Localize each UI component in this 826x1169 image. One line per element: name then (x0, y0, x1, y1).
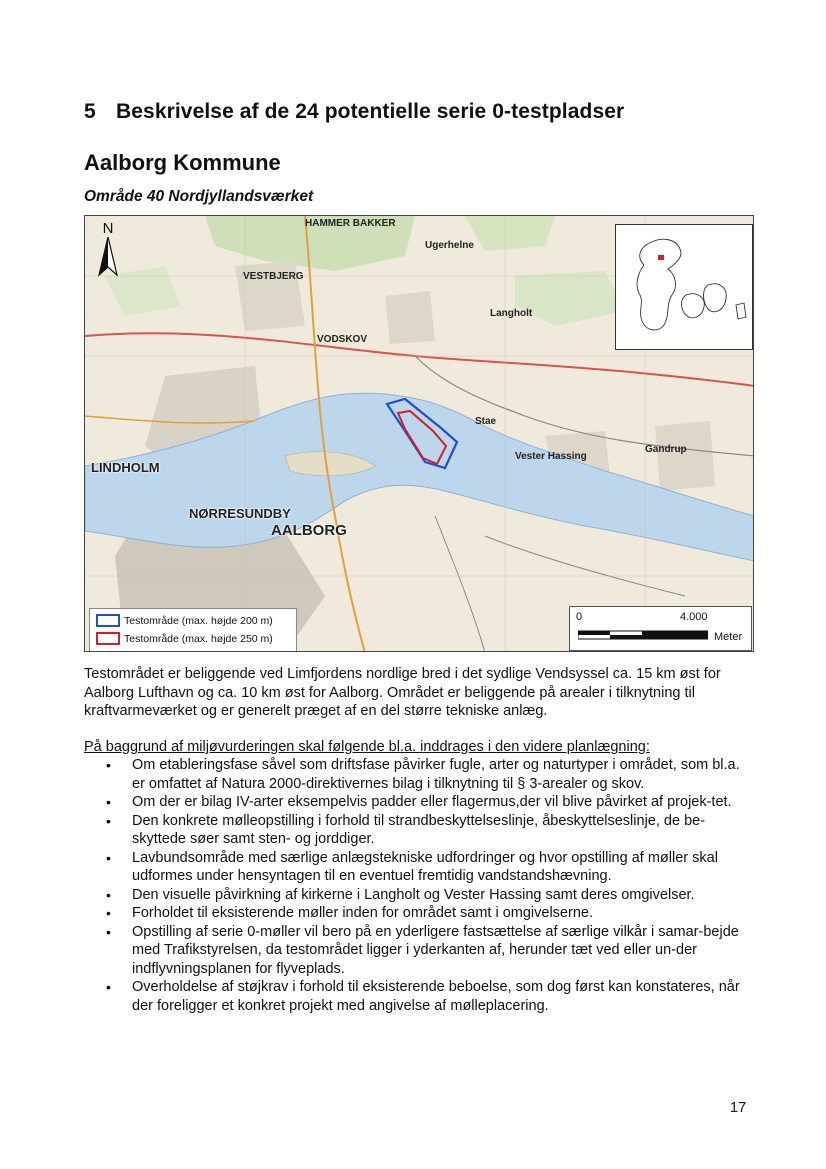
area-description: Testområdet er beliggende ved Limfjordens nordlige bred i det sydlige Vendsyssel ca. 15 km øst for Aalborg Lufthavn og ca. 10 km øst for Aalborg. Området er beliggende på arealer i tilknytning til kraftvarmeværket og er generelt præget af en del større tekniske anlæg. (84, 666, 721, 719)
scale-end-label: 4.000 (680, 611, 708, 623)
kommune-heading: Aalborg Kommune (84, 150, 281, 175)
scale-bar-graphic (578, 629, 708, 643)
urban-vodskov (385, 291, 435, 344)
north-arrow (97, 220, 119, 282)
label-vestbjerg: VESTBJERG (243, 271, 304, 282)
urban-gandrup (655, 421, 715, 491)
area-map (84, 215, 754, 652)
label-langholt: Langholt (490, 308, 533, 319)
bullet-item: • Den konkrete mølleopstilling i forhold til strandbeskyttelseslinje, åbeskyttelseslinje, de be-skyttede søer samt sten- og jorddiger. (84, 812, 756, 849)
legend-label-blue: Testområde (max. højde 200 m) (124, 614, 273, 627)
north-label: N (102, 220, 114, 237)
bullet-item: • Om etableringsfase såvel som driftsfase påvirker fugle, arter og naturtyper i området, som bl.a. er omfattet af Natura 2000-direktivernes bilag i tilknytning til § 3-arealer og skov. (84, 756, 756, 793)
label-gandrup: Gandrup (645, 444, 687, 455)
area-title: Område 40 Nordjyllandsværket (84, 188, 314, 205)
denmark-inset-map (615, 224, 753, 350)
label-ugerhelne: Ugerhelne (425, 240, 474, 251)
scale-unit-label: Meter (714, 631, 743, 643)
bullet-item: • Lavbundsområde med særlige anlægstekniske udfordringer og hvor opstilling af møller skal udformes under hensyntagen til en eventuel fremtidig vandstandshævning. (84, 849, 756, 886)
legend-swatch-red (96, 632, 120, 645)
label-vester-hassing: Vester Hassing (515, 451, 587, 462)
scale-start-label: 0 (576, 611, 583, 623)
label-norresundby: NØRRESUNDBY (189, 506, 291, 521)
planning-bullet-list (84, 756, 756, 1015)
chapter-title: Beskrivelse af de 24 potentielle serie 0-testpladser (116, 100, 625, 123)
legend-row-blue (96, 614, 273, 627)
scale-bar (569, 606, 752, 651)
north-arrow-icon (97, 237, 119, 277)
legend-row-red (96, 632, 273, 645)
legend-swatch-blue (96, 614, 120, 627)
label-hammer-bakker: HAMMER BAKKER (305, 218, 396, 229)
chapter-heading (84, 100, 624, 124)
bullet-item: • Opstilling af serie 0-møller vil bero på en yderligere fastsættelse af særlige vilkår i samar-bejde med Trafikstyrelsen, da testområdet ligger i yderkanten af, herunder tæt ved eller un-der indflyvningsplanen for flyveplads. (84, 923, 756, 979)
legend-label-red: Testområde (max. højde 250 m) (124, 632, 273, 645)
denmark-outline-icon (616, 225, 750, 347)
bullet-item: • Om der er bilag IV-arter eksempelvis padder eller flagermus,der vil blive påvirket af projek-tet. (84, 793, 756, 812)
map-legend (89, 608, 297, 652)
bullet-item: • Overholdelse af støjkrav i forhold til eksisterende beboelse, som dog først kan konstateres, når der foreligger et konkret projekt med angivelse af mølleplacering. (84, 978, 756, 1015)
label-vodskov: VODSKOV (317, 334, 368, 345)
label-lindholm: LINDHOLM (91, 460, 160, 475)
bullet-item: • Den visuelle påvirkning af kirkerne i Langholt og Vester Hassing samt deres omgivelser. (84, 886, 756, 905)
planning-intro: På baggrund af miljøvurderingen skal følgende bl.a. inddrages i den videre planlægning: (84, 739, 650, 755)
chapter-number: 5 (84, 100, 96, 123)
label-stae: Stae (475, 416, 497, 427)
label-aalborg: AALBORG (271, 522, 347, 539)
bullet-item: • Forholdet til eksisterende møller inden for området samt i omgivelserne. (84, 904, 756, 923)
page-number: 17 (730, 1100, 747, 1116)
